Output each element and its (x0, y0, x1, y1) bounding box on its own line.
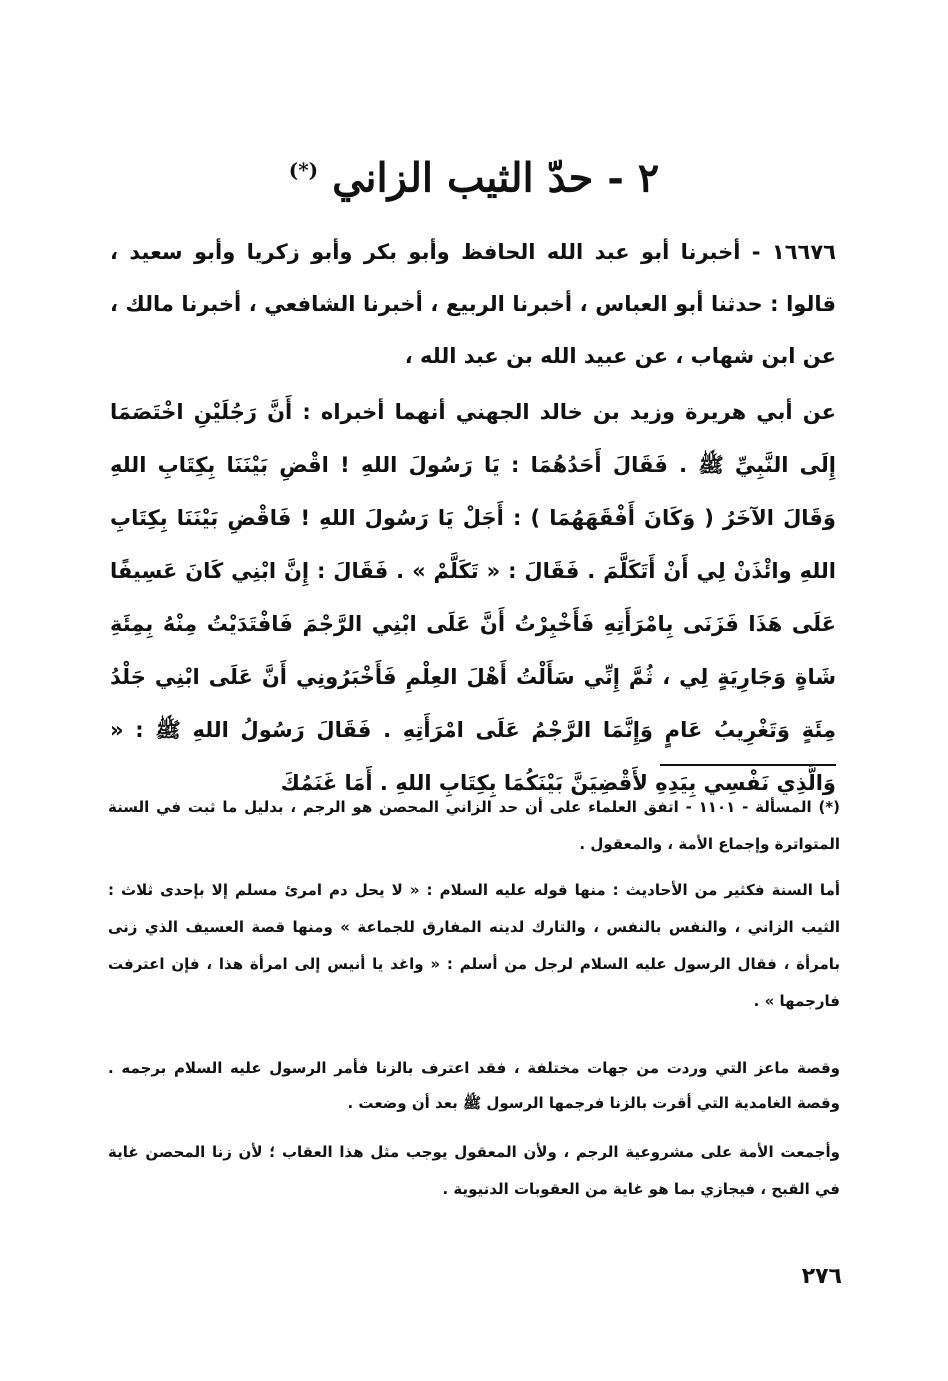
page-number: ٢٧٦ (801, 1264, 842, 1289)
chapter-title-text: ٢ - حدّ الثيب الزاني (332, 154, 660, 202)
chapter-title (0, 140, 948, 208)
footnote-paragraph-4: وأجمعت الأمة على مشروعية الرجم ، ولأن المعقول يوجب مثل هذا العقاب ؛ لأن زنا المحصن غاية في القبح ، فيجازي بما هو غاية من العقوبات الدنيوية . (108, 1143, 840, 1198)
hadith-text-paragraph: عن أبي هريرة وزيد بن خالد الجهني أنهما أخبراه : أَنَّ رَجُلَيْنِ اخْتَصَمَا إِلَى النَّبِيِّ ﷺ . فَقَالَ أَحَدُهُمَا : يَا رَسُولَ اللهِ ! اقْضِ بَيْنَنَا بِكِتَابِ اللهِ وَقَالَ الآخَرُ ( وَكَانَ أَفْقَهَهُمَا ) : أَجَلْ يَا رَسُولَ اللهِ ! فَاقْضِ بَيْنَنَا بِكِتَابِ اللهِ وائْذَنْ لِي أَنْ أَتَكَلَّمَ . فَقَالَ : « تَكَلَّمْ » . فَقَالَ : إِنَّ ابْنِي كَانَ عَسِيفًا عَلَى هَذَا فَزَنَى بِامْرَأَتِهِ فَأَخْبِرْتُ أَنَّ عَلَى ابْنِي الرَّجْمَ فَافْتَدَيْتُ مِنْهُ بِمِئَةِ شَاةٍ وَجَارِيَةٍ لِي ، ثُمَّ إِنِّي سَأَلْتُ أَهْلَ العِلْمِ فَأَخْبَرُونِي أَنَّ عَلَى ابْنِي جَلْدُ مِئَةٍ وَتَغْرِيبُ عَامٍ وَإِنَّمَا الرَّجْمُ عَلَى امْرَأَتِهِ . فَقَالَ رَسُولُ اللهِ ﷺ : « وَالَّذِي نَفْسِي بِيَدِهِ لأَقْضِيَنَّ بَيْنَكُمَا بِكِتَابِ اللهِ . أَمَا غَنَمُكَ (110, 400, 836, 795)
footnote-paragraph-3: وقصة ماعز التي وردت من جهات مختلفة ، فقد اعترف بالزنا فأمر الرسول عليه السلام برجمه . وقصة الغامدية التي أقرت بالزنا فرجمها الرسول ﷺ بعد أن وضعت . (108, 1059, 840, 1112)
footnote-paragraph-1: (*) المسألة - ١١٠١ - اتفق العلماء على أن حد الزاني المحصن هو الرجم ، بدليل ما ثبت في السنة المتواترة وإجماع الأمة ، والمعقول . (108, 798, 840, 853)
footnote-paragraph-2: أما السنة فكثير من الأحاديث : منها قوله عليه السلام : « لا يحل دم امرئ مسلم إلا بإحدى ثلاث : الثيب الزاني ، والنفس بالنفس ، والتارك لدينه المفارق للجماعة » ومنها قصة العسيف الذي زنى بامرأة ، فقال الرسول عليه السلام لرجل من أسلم : « واغد يا أنيس إلى امرأة هذا ، فإن اعترفت فارجمها » . (108, 881, 840, 1010)
footnote-divider (660, 764, 836, 766)
footnote-marker: (*) (288, 158, 319, 182)
hadith-chain-paragraph: ١٦٦٧٦ - أخبرنا أبو عبد الله الحافظ وأبو بكر وأبو زكريا وأبو سعيد ، قالوا : حدثنا أبو العباس ، أخبرنا الربيع ، أخبرنا الشافعي ، أخبرنا مالك ، عن ابن شهاب ، عن عبيد الله بن عبد الله ، (110, 240, 836, 368)
